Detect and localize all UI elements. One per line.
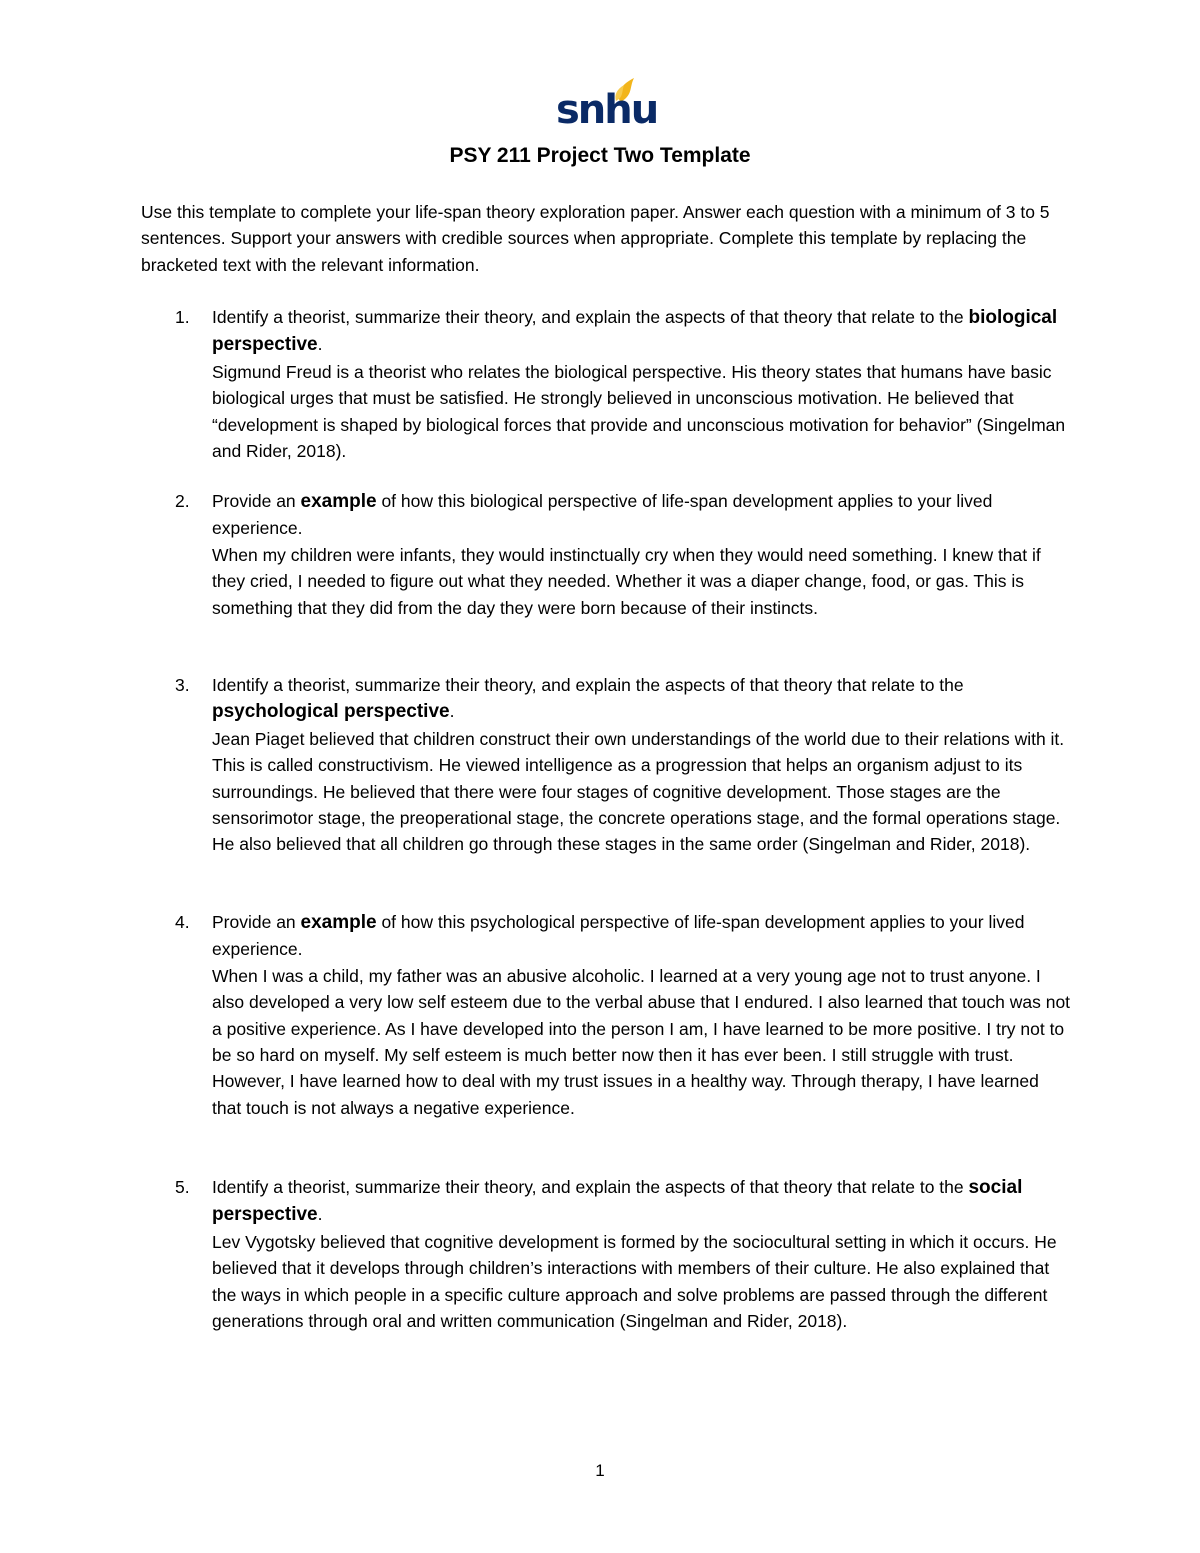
- question-prompt: Provide an example of how this biological perspective of life-span development applies to your lived experience.: [212, 491, 993, 539]
- question-prompt: Identify a theorist, summarize their theory, and explain the aspects of that theory that relate to the social perspective.: [212, 1177, 1023, 1226]
- logo-wordmark: snhu: [556, 87, 658, 133]
- prompt-emphasis: social perspective: [212, 1177, 1023, 1226]
- answer-text: When my children were infants, they would instinctually cry when they would need something. I knew that if they cried, I needed to figure out what they needed. Whether it was a diaper change, food, or gas. This is something that they did from the day they were born because of their instincts.: [212, 544, 1041, 618]
- answer-text: When I was a child, my father was an abusive alcoholic. I learned at a very young age not to trust anyone. I also developed a very low self esteem due to the verbal abuse that I endured. I also learned that touch was not a positive experience. As I have developed into the person I am, I have learned to be more positive. I try not to be so hard on myself. My self esteem is much better now then it has ever been. I still struggle with trust. However, I have learned how to deal with my trust issues in a healthy way. Through therapy, I have learned that touch is not always a negative experience.: [212, 965, 1071, 1118]
- question-prompt: Identify a theorist, summarize their theory, and explain the aspects of that theory that relate to the psychological perspective.: [212, 675, 964, 723]
- question-number: 4.: [175, 912, 190, 932]
- question-2: [141, 488, 1071, 621]
- question-number: 2.: [175, 491, 190, 511]
- page-number: 1: [595, 1461, 605, 1480]
- snhu-logo: [556, 74, 658, 133]
- question-number: 5.: [175, 1177, 190, 1197]
- question-5: [141, 1174, 1071, 1334]
- question-prompt: Identify a theorist, summarize their theory, and explain the aspects of that theory that relate to the biological perspective.: [212, 307, 1058, 356]
- question-1: [141, 304, 1071, 464]
- page-title: PSY 211 Project Two Template: [449, 144, 751, 167]
- prompt-emphasis: example: [300, 912, 377, 933]
- answer-text: Sigmund Freud is a theorist who relates the biological perspective. His theory states that humans have basic biological urges that must be satisfied. He strongly believed in unconscious motivation. He believed that “development is shaped by biological forces that provide and unconscious motivation for behavior” (Singelman and Rider, 2018).: [212, 361, 1066, 462]
- prompt-emphasis: example: [300, 491, 377, 512]
- question-4: [141, 909, 1071, 1121]
- answer-text: Jean Piaget believed that children construct their own understandings of the world due to their relations with it. This is called constructivism. He viewed intelligence as a progression that helps an organism adjust to its surroundings. He believed that there were four stages of cognitive development. Those stages are the sensorimotor stage, the preoperational stage, the concrete operations stage, and the formal operations stage. He also believed that all children go through these stages in the same order (Singelman and Rider, 2018).: [212, 728, 1065, 855]
- answer-text: Lev Vygotsky believed that cognitive development is formed by the sociocultural setting in which it occurs. He believed that it develops through children’s interactions with members of their culture. He also explained that the ways in which people in a specific culture approach and solve problems are passed through the different generations through oral and written communication (Singelman and Rider, 2018).: [212, 1231, 1057, 1332]
- prompt-emphasis: biological perspective: [212, 307, 1058, 356]
- prompt-emphasis: psychological perspective: [212, 701, 450, 723]
- question-3: [141, 672, 1071, 858]
- question-prompt: Provide an example of how this psychological perspective of life-span development applies to your lived experience.: [212, 912, 1025, 960]
- intro-paragraph: Use this template to complete your life-span theory exploration paper. Answer each question with a minimum of 3 to 5 sentences. Support your answers with credible sources when appropriate. Complete this template by replacing the bracketed text with the relevant information.: [141, 202, 1050, 275]
- question-number: 1.: [175, 307, 190, 327]
- question-number: 3.: [175, 675, 190, 695]
